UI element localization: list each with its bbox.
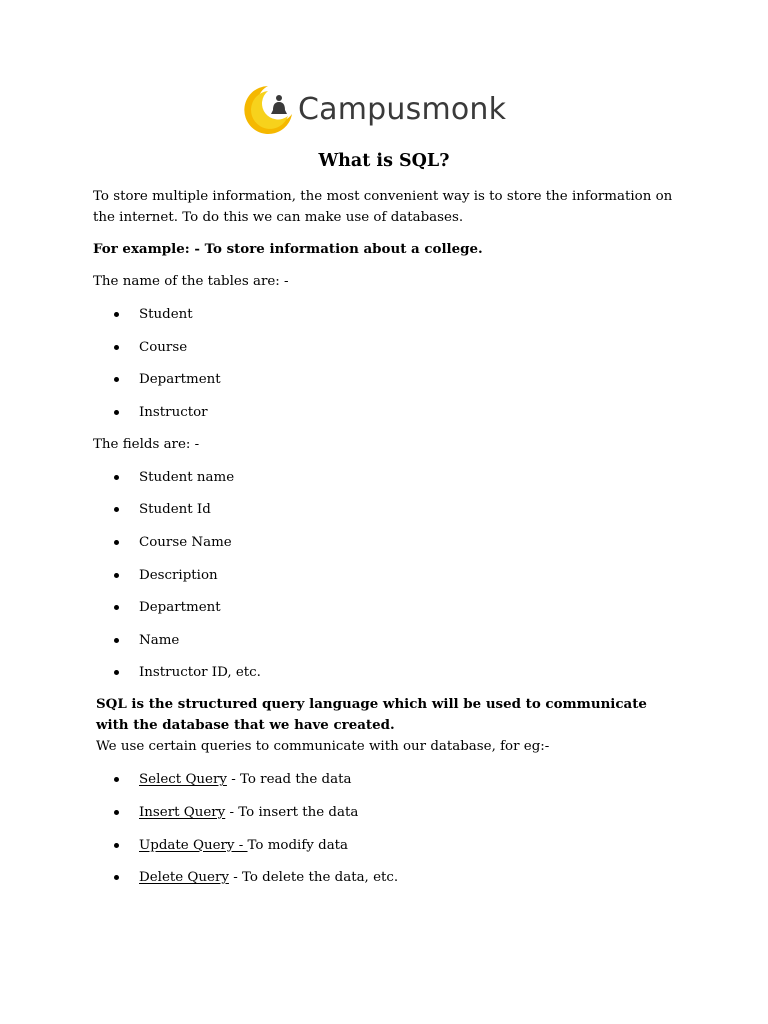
- list-item-text: Student: [139, 307, 193, 322]
- list-item: [93, 565, 673, 586]
- bullet-icon: [114, 475, 119, 480]
- document-body: [93, 186, 673, 899]
- query-description: To modify data: [247, 837, 349, 853]
- list-item-text: Department: [139, 372, 221, 388]
- list-item-text: Student Id: [139, 502, 211, 518]
- list-item-text: Course Name: [139, 534, 232, 550]
- list-item: [93, 769, 673, 790]
- list-item-text: Student name: [139, 469, 235, 485]
- bullet-icon: [114, 312, 119, 317]
- logo-wordmark: Campusmonk: [298, 92, 507, 127]
- query-term: Insert Query: [139, 804, 226, 820]
- bullet-icon: [114, 410, 119, 415]
- query-term: Delete Query: [139, 870, 229, 886]
- list-item: [93, 499, 673, 520]
- list-item: [93, 304, 673, 325]
- campusmonk-logo: [242, 84, 506, 136]
- list-item: [93, 369, 673, 390]
- query-description: - To delete the data, etc.: [228, 870, 399, 886]
- list-item: [93, 802, 673, 823]
- query-term: Select Query: [139, 772, 227, 788]
- list-item: [93, 835, 673, 856]
- list-item: [93, 630, 673, 651]
- bullet-icon: [114, 377, 119, 382]
- bullet-icon: [114, 605, 119, 610]
- query-description: - To insert the data: [225, 804, 359, 820]
- bullet-icon: [114, 875, 119, 880]
- intro-paragraph: To store multiple information, the most convenient way is to store the information on the internet. To do this we can make use of databases.: [93, 189, 673, 225]
- bullet-icon: [114, 507, 119, 512]
- page-title: What is SQL?: [318, 151, 450, 171]
- query-term: Update Query -: [139, 837, 248, 853]
- list-item: [93, 467, 673, 488]
- list-item: [93, 402, 673, 423]
- fields-heading: The fields are: -: [93, 436, 200, 452]
- bullet-icon: [114, 843, 119, 848]
- list-item-text: Description: [139, 567, 218, 583]
- bullet-icon: [114, 810, 119, 815]
- list-item-text: Instructor ID, etc.: [139, 665, 261, 681]
- query-description: - To read the data: [226, 772, 352, 788]
- list-item-text: Course: [139, 339, 188, 355]
- tables-heading: The name of the tables are: -: [93, 274, 289, 289]
- list-item: [93, 337, 673, 358]
- queries-intro: We use certain queries to communicate with our database, for eg:-: [96, 739, 550, 755]
- campusmonk-crescent-monk-icon: [242, 84, 294, 136]
- bullet-icon: [114, 670, 119, 675]
- list-item: [93, 662, 673, 683]
- example-heading: For example: - To store information about a college.: [93, 241, 483, 257]
- sql-definition: SQL is the structured query language which will be used to communicate with the database that we have created.: [96, 696, 647, 734]
- bullet-icon: [114, 345, 119, 350]
- queries-list: [93, 769, 673, 888]
- tables-list: [93, 304, 673, 423]
- list-item-text: Instructor: [139, 404, 208, 420]
- bullet-icon: [114, 638, 119, 643]
- list-item: [93, 867, 673, 888]
- list-item-text: Department: [139, 600, 221, 616]
- list-item: [93, 597, 673, 618]
- bullet-icon: [114, 540, 119, 545]
- bullet-icon: [114, 573, 119, 578]
- fields-list: [93, 467, 673, 684]
- list-item-text: Name: [139, 632, 180, 648]
- list-item: [93, 532, 673, 553]
- bullet-icon: [114, 777, 119, 782]
